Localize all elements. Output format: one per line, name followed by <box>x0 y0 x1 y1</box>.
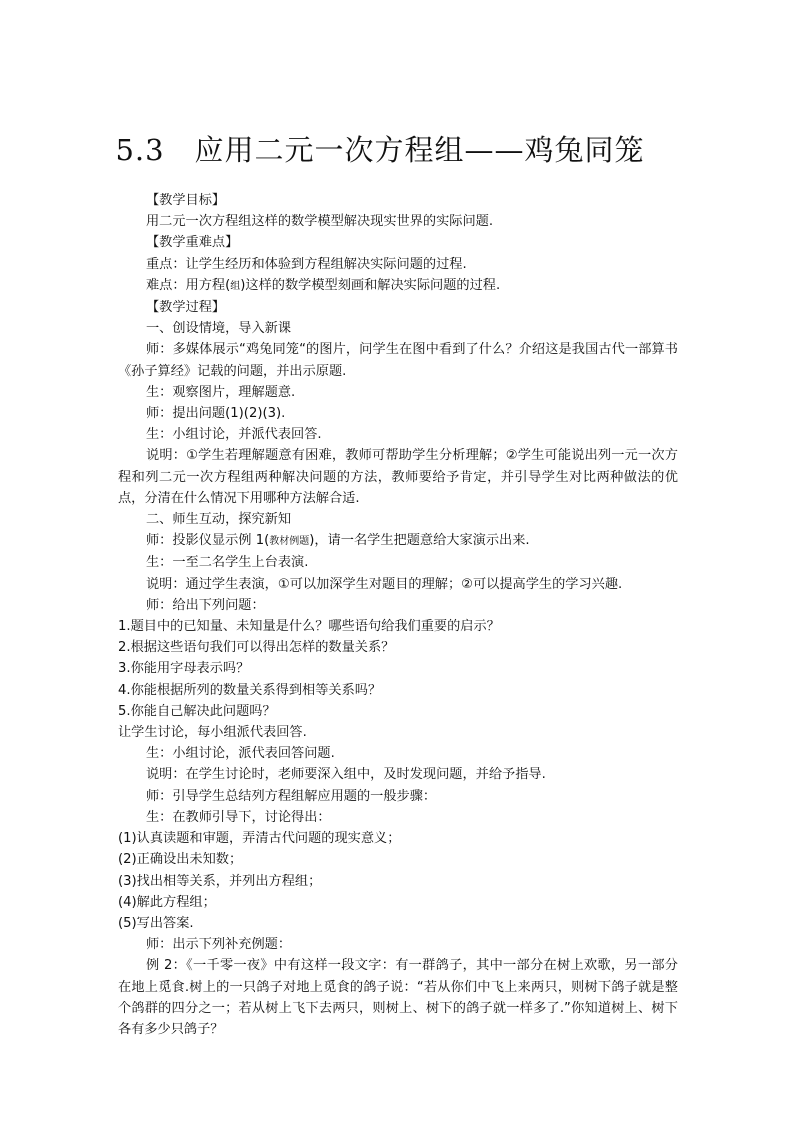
list-item: (3)找出相等关系，并列出方程组； <box>118 873 322 889</box>
paragraph: 生：观察图片，理解题意. <box>146 384 296 400</box>
paragraph: 师：出示下列补充例题： <box>146 937 292 953</box>
text-run-small: 组 <box>230 280 241 292</box>
paragraph: 让学生讨论，每小组派代表回答. <box>118 725 307 741</box>
lesson-body <box>118 190 678 1040</box>
paragraph: 说明：在学生讨论时，老师要深入组中，及时发现问题，并给予指导. <box>146 767 546 783</box>
list-item: (1)认真读题和审题，弄清古代问题的现实意义； <box>118 831 401 847</box>
list-item: 1.题目中的已知量、未知量是什么？哪些语句给我们重要的启示？ <box>118 619 500 635</box>
paragraph <box>118 530 678 552</box>
subsection-heading: 二、师生互动，探究新知 <box>146 512 292 528</box>
list-item: 4.你能根据所列的数量关系得到相等关系吗？ <box>118 682 382 698</box>
paragraph: 用二元一次方程组这样的数学模型解决现实世界的实际问题. <box>146 214 494 230</box>
section-heading: 【教学过程】 <box>146 300 226 316</box>
text-run-small: 教材例题 <box>269 536 310 548</box>
paragraph: 生：一至二名学生上台表演. <box>146 555 309 571</box>
text-run: )，请一名学生把题意给大家演示出来. <box>309 533 530 549</box>
paragraph: 说明：①学生若理解题意有困难，教师可帮助学生分析理解；②学生可能说出列一元一次方程和列二元一次方程组两种解决问题的方法，教师要给予肯定，并引导学生对比两种做法的优点，分清在什么情况下用哪种方法解合适. <box>118 448 678 506</box>
paragraph <box>118 275 678 297</box>
list-item: 3.你能用字母表示吗？ <box>118 661 250 677</box>
list-item: (2)正确设出未知数； <box>118 852 243 868</box>
paragraph: 师：提出问题(1)(2)(3). <box>146 406 286 422</box>
text-run: )这样的数学模型刻画和解决实际问题的过程. <box>240 277 501 293</box>
paragraph: 生：小组讨论，派代表回答问题. <box>146 746 335 762</box>
page-title: 5.3 应用二元一次方程组——鸡兔同笼 <box>115 133 645 167</box>
list-item: 5.你能自己解决此问题吗？ <box>118 703 276 719</box>
paragraph: 生：小组讨论，并派代表回答. <box>146 427 322 443</box>
list-item: (4)解此方程组； <box>118 894 216 910</box>
paragraph: 生：在教师引导下，讨论得出： <box>146 809 331 825</box>
section-heading: 【教学目标】 <box>146 193 226 208</box>
text-run: 难点：用方程( <box>146 277 231 293</box>
paragraph: 师：给出下列问题： <box>146 597 265 613</box>
section-heading: 【教学重难点】 <box>146 235 239 251</box>
paragraph: 例 2：《一千零一夜》中有这样一段文字：有一群鸽子，其中一部分在树上欢歌，另一部分在地上觅食.树上的一只鸽子对地上觅食的鸽子说：“若从你们中飞上来两只，则树下鸽子就是整个鸽群的四分之一；若从树上飞下去两只，则树上、树下的鸽子就一样多了.”你知道树上、树下各有多少只鸽子？ <box>118 958 678 1037</box>
list-item: 2.根据这些语句我们可以得出怎样的数量关系？ <box>118 640 395 656</box>
text-run: 师：投影仪显示例 1( <box>146 533 270 549</box>
list-item: (5)写出答案. <box>118 915 194 931</box>
paragraph: 师：引导学生总结列方程组解应用题的一般步骤： <box>146 788 437 804</box>
paragraph: 说明：通过学生表演，①可以加深学生对题目的理解；②可以提高学生的学习兴趣. <box>146 576 623 592</box>
paragraph: 重点：让学生经历和体验到方程组解决实际问题的过程. <box>146 256 467 272</box>
paragraph: 师：多媒体展示“鸡兔同笼“的图片，问学生在图中看到了什么？介绍这是我国古代一部算书《孙子算经》记载的问题，并出示原题. <box>118 342 678 379</box>
subsection-heading: 一、创设情境，导入新课 <box>146 321 292 337</box>
